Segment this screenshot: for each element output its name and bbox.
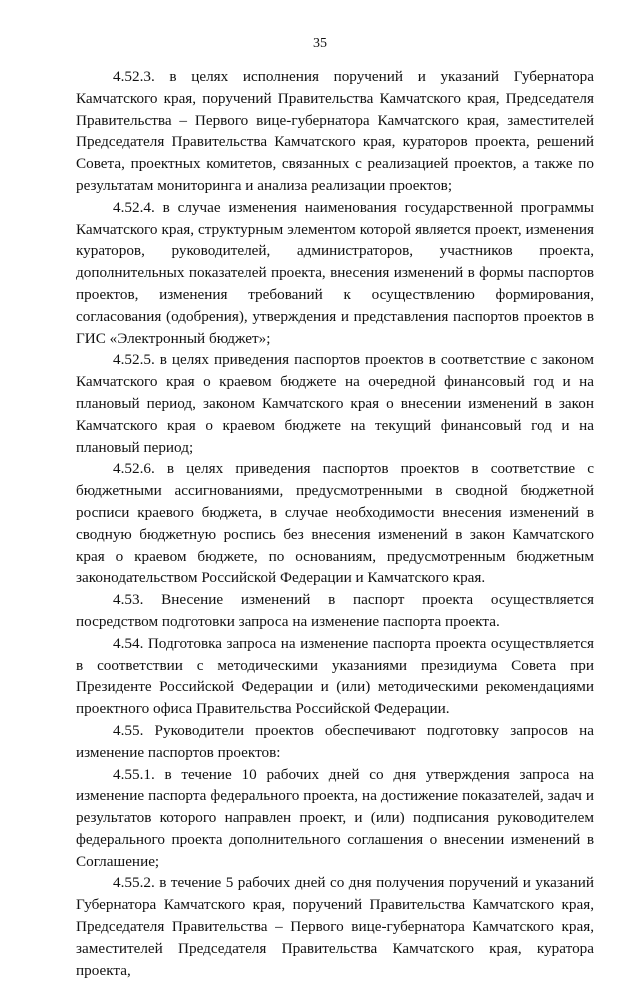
page-number: 35	[313, 36, 327, 51]
paragraph-4-54: 4.54. Подготовка запроса на изменение паспорта проекта осуществляется в соответствии с методическими указаниями президиума Совета при Президенте Российской Федерации и (или) методическими рекомендациями проектного офиса Правительства Российской Федерации.	[76, 634, 594, 718]
paragraph-4-52-5: 4.52.5. в целях приведения паспортов проектов в соответствие с законом Камчатского края о краевом бюджете на очередной финансовый год и на плановый период, законом Камчатского края о внесении изменений в закон Камчатского края о краевом бюджете на текущий финансовый год и на плановый период;	[76, 351, 594, 456]
paragraph-4-52-4: 4.52.4. в случае изменения наименования государственной программы Камчатского края, структурным элементом которой является проект, изменения кураторов, руководителей, администраторов, участников проекта, дополнительных показателей проекта, внесения изменений в формы паспортов проектов, изменения требований к осуществлению формирования, согласования (одобрения), утверждения и представления паспортов проектов в ГИС «Электронный бюджет»;	[76, 198, 594, 347]
paragraph-4-55-1: 4.55.1. в течение 10 рабочих дней со дня утверждения запроса на изменение паспорта федерального проекта, на достижение показателей, задач и результатов которого направлен проект, и (или) подписания руководителем федерального проекта дополнительного соглашения о внесении изменений в Соглашение;	[76, 765, 594, 870]
paragraph-4-55-2: 4.55.2. в течение 5 рабочих дней со дня получения поручений и указаний Губернатора Камчатского края, поручений Правительства Камчатского края, Председателя Правительства – Первого вице-губернатора Камчатского края, заместителей Председателя Правительства Камчатского края, куратора проекта,	[76, 874, 594, 979]
paragraph-4-52-6: 4.52.6. в целях приведения паспортов проектов в соответствие с бюджетными ассигнованиями, предусмотренными в сводной бюджетной росписи краевого бюджета, в случае необходимости внесения изменений в сводную бюджетную роспись без внесения изменений в закон Камчатского края о краевом бюджете, по основаниям, предусмотренным бюджетным законодательством Российской Федерации и Камчатского края.	[76, 460, 594, 587]
paragraph-4-55: 4.55. Руководители проектов обеспечивают подготовку запросов на изменение паспортов проектов:	[76, 721, 594, 761]
paragraph-4-52-3: 4.52.3. в целях исполнения поручений и указаний Губернатора Камчатского края, поручений Правительства Камчатского края, Председателя Правительства – Первого вице-губернатора Камчатского края, заместителей Председателя Правительства Камчатского края, кураторов проекта, решений Совета, проектных комитетов, связанных с реализацией проектов, а также по результатам мониторинга и анализа реализации проектов;	[76, 68, 594, 194]
paragraph-4-53: 4.53. Внесение изменений в паспорт проекта осуществляется посредством подготовки запроса на изменение паспорта проекта.	[76, 591, 594, 630]
document-body	[76, 66, 594, 981]
